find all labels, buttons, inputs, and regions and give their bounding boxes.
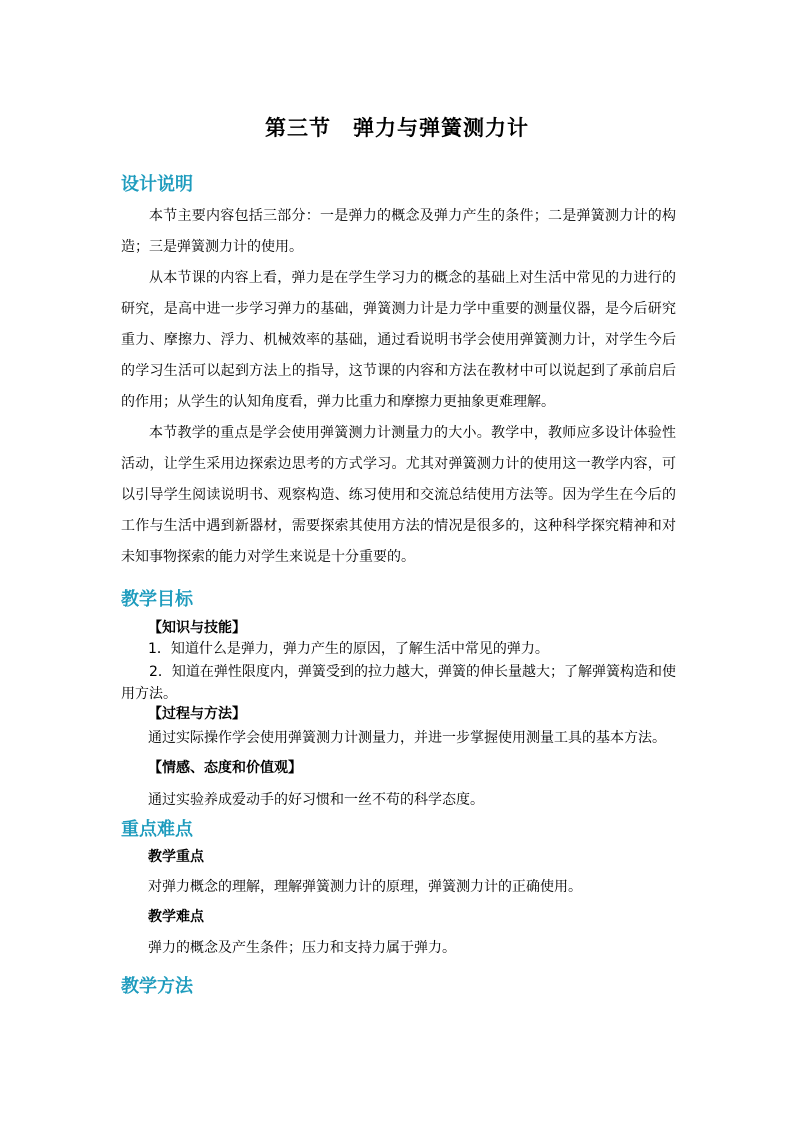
section-heading-key-points: 重点难点	[121, 819, 193, 840]
process-method-heading: 【过程与方法】	[148, 706, 246, 722]
process-method-text: 通过实际操作学会使用弹簧测力计测量力，并进一步掌握使用测量工具的基本方法。	[148, 730, 666, 746]
teaching-key-heading: 教学重点	[148, 849, 204, 865]
emotion-attitude-text: 通过实验养成爱动手的好习惯和一丝不苟的科学态度。	[148, 792, 484, 808]
page-title: 第三节 弹力与弹簧测力计	[265, 115, 529, 140]
knowledge-item-2: 2．知道在弹性限度内，弹簧受到的拉力越大，弹簧的伸长量越大；了解弹簧构造和使用方法。	[121, 664, 676, 702]
knowledge-skills-heading: 【知识与技能】	[148, 620, 246, 636]
teaching-difficulty-heading: 教学难点	[148, 909, 204, 925]
teaching-difficulty-text: 弹力的概念及产生条件；压力和支持力属于弹力。	[148, 940, 456, 956]
section-heading-goals: 教学目标	[121, 589, 193, 610]
emotion-attitude-heading: 【情感、态度和价值观】	[148, 760, 302, 776]
design-paragraph-2: 从本节课的内容上看，弹力是在学生学习力的概念的基础上对生活中常见的力进行的研究，是高中进一步学习弹力的基础，弹簧测力计是力学中重要的测量仪器，是今后研究重力、摩擦力、浮力、机械效率的基础，通过看说明书学会使用弹簧测力计，对学生今后的学习生活可以起到方法上的指导，这节课的内容和方法在教材中可以说起到了承前启后的作用；从学生的认知角度看，弹力比重力和摩擦力更抽象更难理解。	[121, 270, 676, 410]
section-heading-methods: 教学方法	[121, 976, 193, 997]
design-paragraph-1: 本节主要内容包括三部分：一是弹力的概念及弹力产生的条件；二是弹簧测力计的构造；三是弹簧测力计的使用。	[121, 208, 676, 255]
design-paragraph-3: 本节教学的重点是学会使用弹簧测力计测量力的大小。教学中，教师应多设计体验性活动，让学生采用边探索边思考的方式学习。尤其对弹簧测力计的使用这一教学内容，可以引导学生阅读说明书、观察构造、练习使用和交流总结使用方法等。因为学生在今后的工作与生活中遇到新器材，需要探索其使用方法的情况是很多的，这种科学探究精神和对未知事物探索的能力对学生来说是十分重要的。	[121, 425, 676, 565]
section-heading-design: 设计说明	[121, 174, 193, 195]
teaching-key-text: 对弹力概念的理解，理解弹簧测力计的原理，弹簧测力计的正确使用。	[148, 879, 582, 895]
knowledge-item-1: 1．知道什么是弹力，弹力产生的原因，了解生活中常见的弹力。	[148, 641, 549, 657]
